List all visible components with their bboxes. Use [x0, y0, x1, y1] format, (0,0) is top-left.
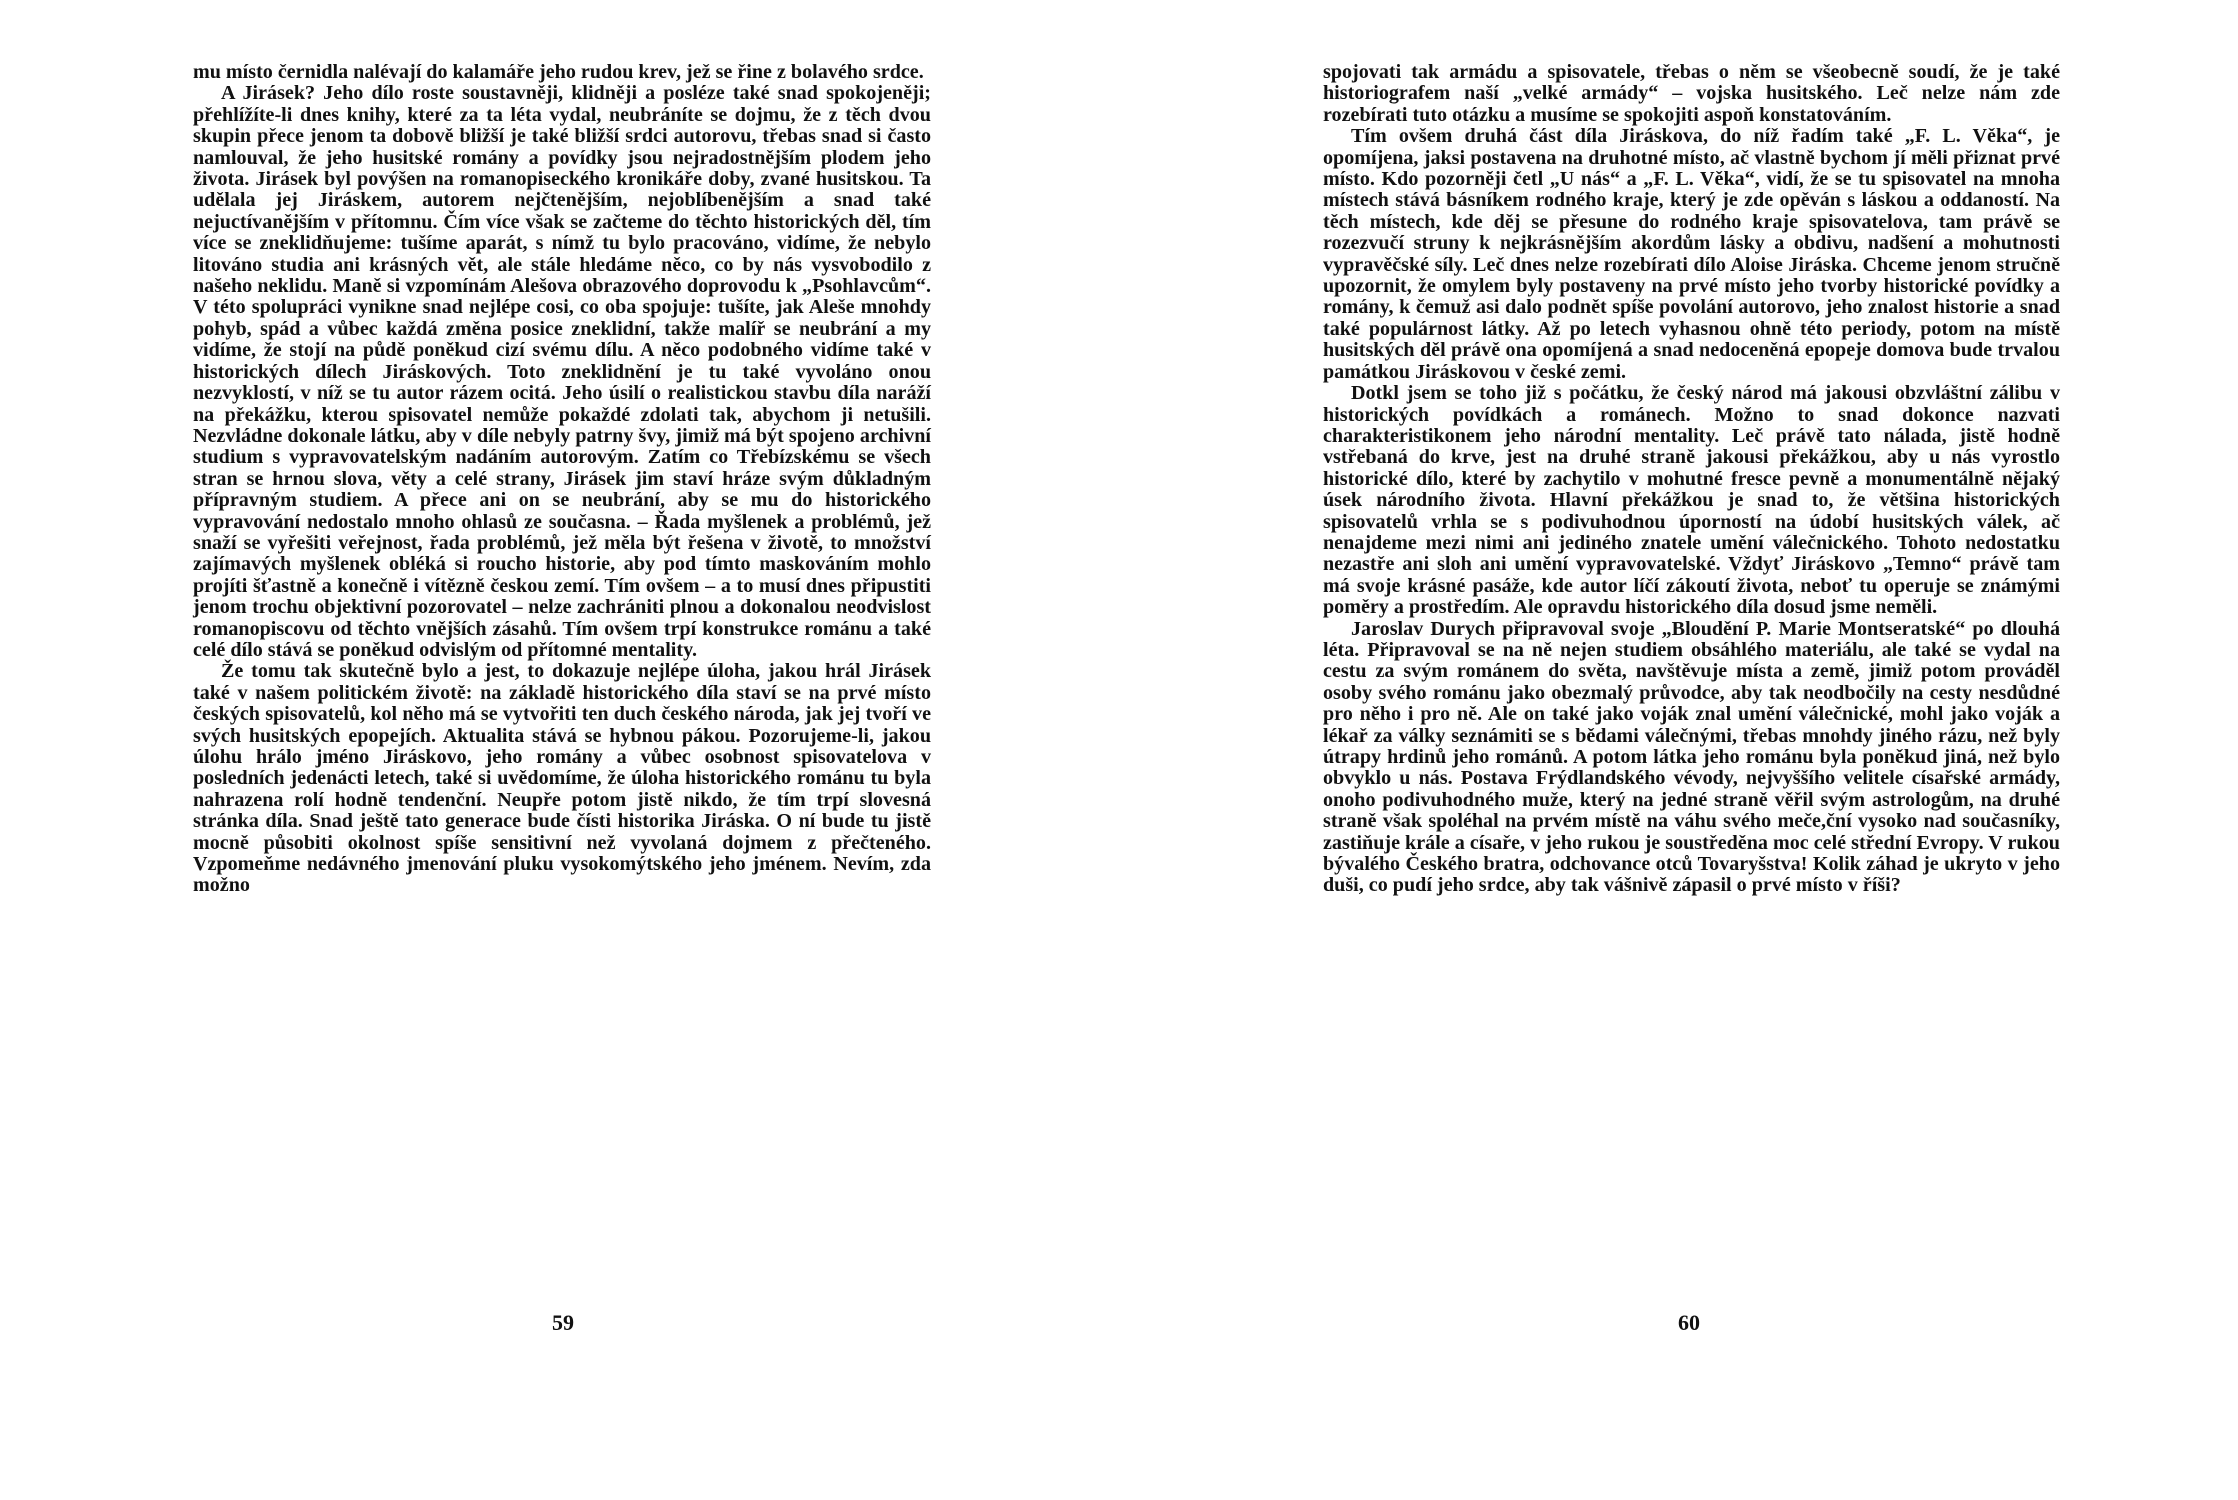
left-page-text [193, 62, 931, 897]
paragraph: spojovati tak armádu a spisovatele, třebas o něm se všeobecně soudí, že je také historiografem naší „velké armády“ – vojska husitského. Leč nelze nám zde rozebírati tuto otázku a musíme se spokojiti aspoň konstatováním. [1323, 61, 2060, 126]
paragraph: A Jirásek? Jeho dílo roste soustavněji, klidněji a posléze také snad spokojeněji; přehlížíte-li dnes knihy, které za ta léta vydal, neubráníte se dojmu, že z těch dvou skupin přece jenom ta dobově bližší je také bližší srdci autorovu, třebas snad si často namlouval, že jeho husitské romány a povídky jsou nejradostnějším plodem jeho života. Jirásek byl povýšen na romanopiseckého kronikáře doby, zvané husitskou. Ta udělala jej Jiráskem, autorem nejčtenějším, nejoblíbenějším a snad také nejuctívanějším v přítomnu. Čím více však se začteme do těchto historických děl, tím více se zneklidňujeme: tušíme aparát, s nímž tu bylo pracováno, vidíme, že nebylo litováno studia ani krásných vět, ale stále hledáme něco, co by nás vysvobodilo z našeho neklidu. Maně si vzpomínám Alešova obrazového doprovodu k „Psohlavcům“. V této spolupráci vynikne snad nejlépe cosi, co oba spojuje: tušíte, jak Aleše mnohdy pohyb, spád a vůbec každá změna posice zneklidní, takže malíř se neubrání a my vidíme, že stojí na půdě poněkud cizí svému dílu. A něco podobného vidíme také v historických dílech Jiráskových. Toto zneklidnění je tu také vyvoláno onou nezvyklostí, v níž se tu autor rázem ocitá. Jeho úsilí o realistickou stavbu díla naráží na překážku, kterou spisovatel nemůže pokaždé zdolati tak, abychom ji netušili. Nezvládne dokonale látku, aby v díle nebyly patrny švy, jimiž má být spojeno archivní studium s vypravovatelským nadáním autorovým. Zatím co Třebízskému se všech stran se hrnou slova, věty a celé strany, Jirásek jim staví hráze svým důkladným přípravným studiem. A přece ani on se neubrání, aby se mu do historického vypravování nedostalo mnoho ohlasů ze současna. – Řada myšlenek a problémů, jež snaží se vyřešiti veřejnost, řada problémů, jež měla být řešena v životě, to množství zajímavých myšlenek obléká si roucho historie, aby pod tímto maskováním mohlo projíti šťastně a konečně i vítězně českou zemí. Tím ovšem – a to musí dnes připustiti jenom trochu objektivní pozorovatel – nelze zachrániti plnou a dokonalou neodvislost romanopiscovu od těchto vnějších zásahů. Tím ovšem trpí konstrukce románu a také celé dílo stává se poněkud odvislým od přítomné mentality. [193, 82, 931, 661]
page-number: 60 [1678, 1310, 1700, 1335]
paragraph: Jaroslav Durych připravoval svoje „Bloudění P. Marie Montseratské“ po dlouhá léta. Připravoval se na ně nejen studiem obsáhlého materiálu, ale také se vydal na cestu za svým románem do světa, navštěvuje místa a země, jimiž potom prováděl osoby svého románu jako obezmalý průvodce, aby tak neodbočily na cesty nesdůdné pro něho i pro ně. Ale on také jako voják znal umění válečnické, mohl jako voják a lékař za války seznámiti se s bědami válečnými, třebas mnohdy jiného rázu, než byly útrapy hrdinů jeho románů. A potom látka jeho románu byla poněkud jiná, než bylo obvyklo u nás. Postava Frýdlandského vévody, nejvyššího velitele císařské armády, onoho podivuhodného muže, který na jedné straně věřil svým astrologům, na druhé straně však spoléhal na prvém místě na váhu svého meče,ční vysoko nad současníky, zastiňuje krále a císaře, v jeho rukou je soustředěna moc celé střední Evropy. V rukou bývalého Českého bratra, odchovance otců Tovaryšstva! Kolik záhad je ukryto v jeho duši, co pudí jeho srdce, aby tak vášnivě zápasil o prvé místo v říši? [1323, 617, 2060, 897]
right-page-text [1323, 62, 2060, 897]
paragraph: mu místo černidla nalévají do kalamáře jeho rudou krev, jež se řine z bolavého srdce. [193, 61, 924, 83]
paragraph: Tím ovšem druhá část díla Jiráskova, do níž řadím také „F. L. Věka“, je opomíjena, jaksi postavena na druhotné místo, ač vlastně bychom jí měli přiznat prvé místo. Kdo pozorněji četl „U nás“ a „F. L. Věka“, vidí, že se tu spisovatel na mnoha místech stává básníkem rodného kraje, který je zde opěván s láskou a oddaností. Na těch místech, kde děj se přesune do rodného kraje spisovatelova, tam právě se rozezvučí struny k nejkrásnějším akordům lásky a obdivu, nadšení a mohutnosti vypravěčské síly. Leč dnes nelze rozebírati dílo Aloise Jiráska. Chceme jenom stručně upozornit, že omylem byly postaveny na prvé místo jeho tvorby historické povídky a romány, k čemuž asi dalo podnět spíše povolání autorovo, jeho znalost historie a snad také populárnost látky. Až po letech vyhasnou ohně této periody, potom na místě husitských děl právě ona opomíjená a snad nedoceněná epopeje domova bude trvalou památkou Jiráskovou v české zemi. [1323, 125, 2060, 383]
right-page [1119, 0, 2238, 1500]
paragraph: Že tomu tak skutečně bylo a jest, to dokazuje nejlépe úloha, jakou hrál Jirásek také v našem politickém životě: na základě historického díla staví se na prvé místo českých spisovatelů, kol něho má se vytvořiti ten duch českého národa, jak jej tvoří ve svých husitských epopejích. Aktualita stává se hybnou pákou. Pozorujeme-li, jakou úlohu hrálo jméno Jiráskovo, jeho romány a vůbec osobnost spisovatelova v posledních jedenácti letech, také si uvědomíme, že úloha historického románu tu byla nahrazena rolí hodně tendenční. Neupře potom jistě nikdo, že tím trpí slovesná stránka díla. Snad ještě tato generace bude čísti historika Jiráska. O ní bude tu jistě mocně působiti okolnost spíše sensitivní než vyvolaná dojmem z přečteného. Vzpomeňme nedávného jmenování pluku vysokomýtského jeho jménem. Nevím, zda možno [193, 660, 931, 897]
paragraph: Dotkl jsem se toho již s počátku, že český národ má jakousi obzvláštní zálibu v historických povídkách a románech. Možno to snad dokonce nazvati charakteristikonem jeho národní mentality. Leč právě tato nálada, jistě hodně vstřebaná do krve, jest na druhé straně jakousi překážkou, aby u nás vyrostlo historické dílo, které by zachytilo v mohutné fresce pevně a monumentálně nějaký úsek národního života. Hlavní překážkou je snad to, že většina historických spisovatelů vrhla se s podivuhodnou úporností na údobí husitských válek, ač nenajdeme mezi nimi ani jediného znatele umění válečnického. Tohoto nedostatku nezastře ani sloh ani umění vypravovatelské. Vždyť Jiráskovo „Temno“ právě tam má svoje krásné pasáže, kde autor líčí zákoutí života, neboť tu operuje se známými poměry a prostředím. Ale opravdu historického díla dosud jsme neměli. [1323, 382, 2060, 619]
page-number: 59 [552, 1310, 574, 1335]
